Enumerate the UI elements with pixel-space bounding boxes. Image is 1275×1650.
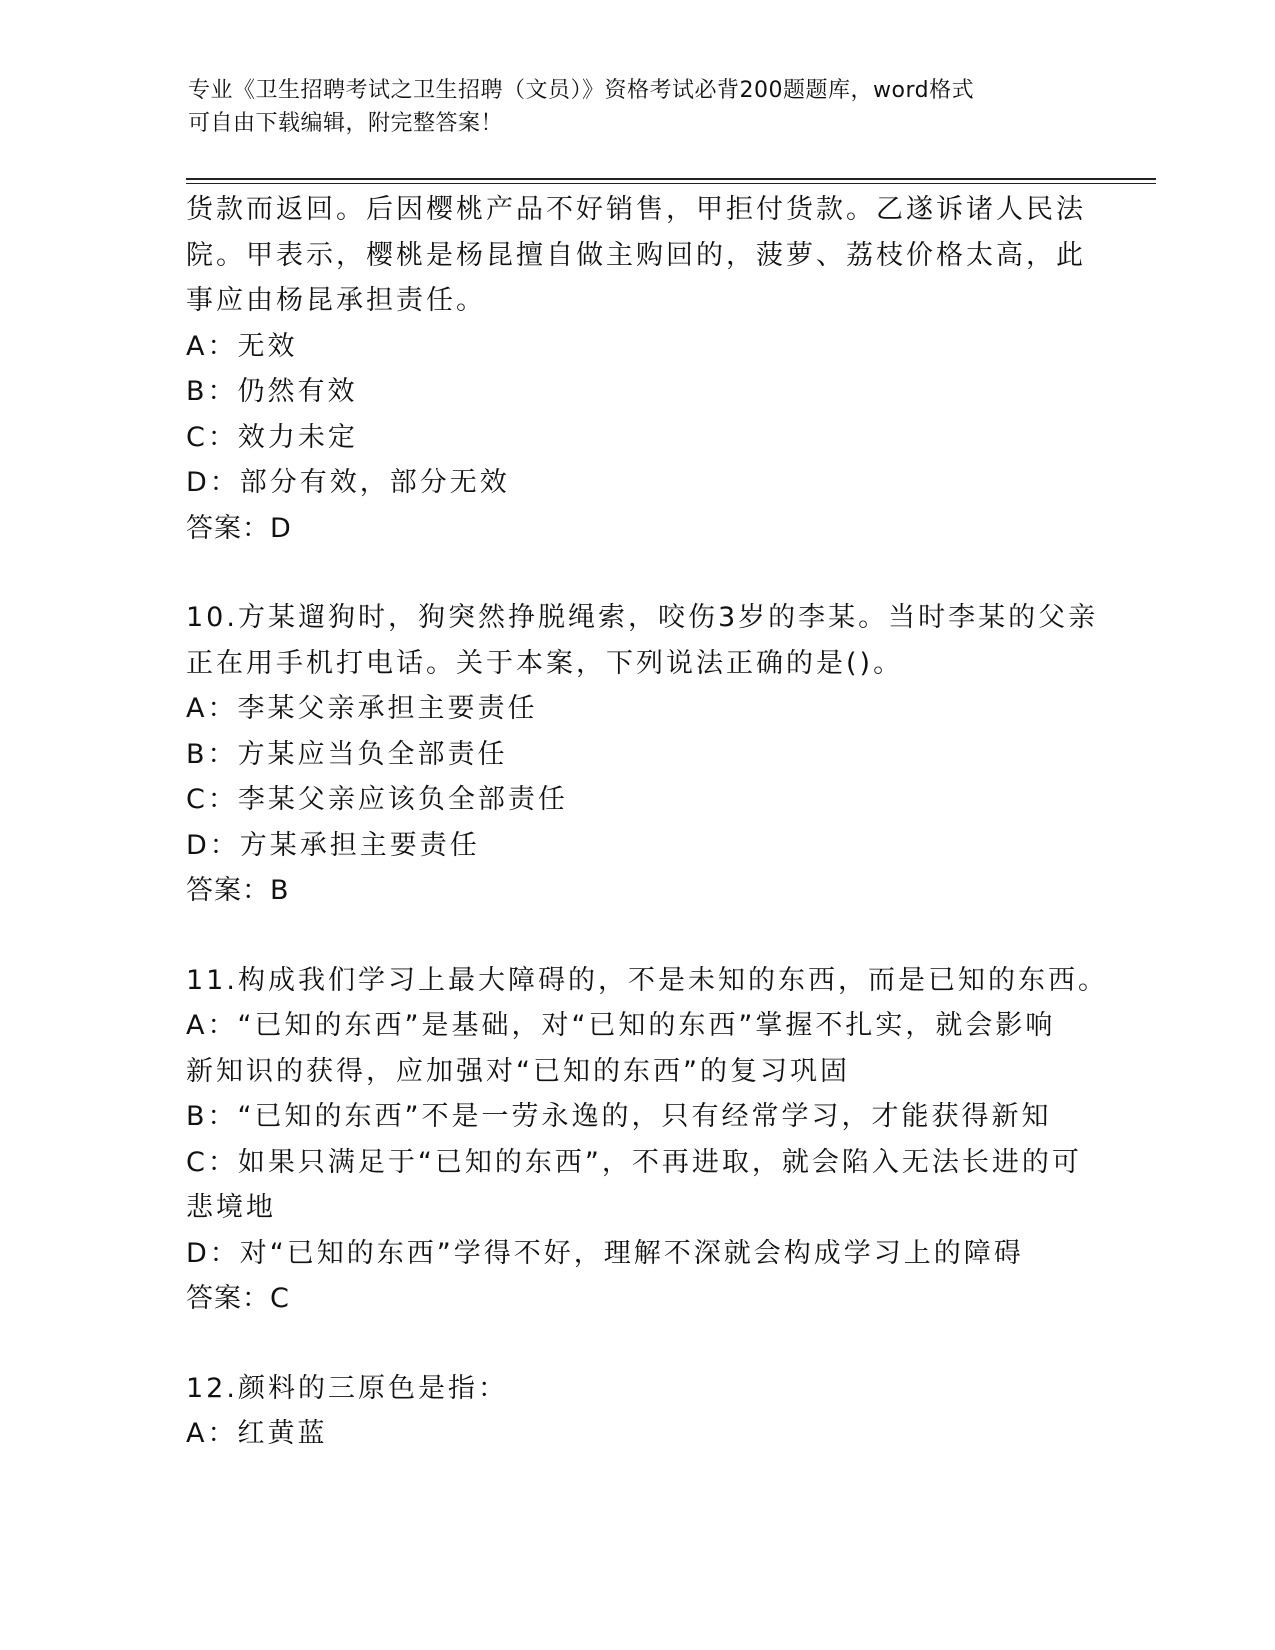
question-stem-line: 11.构成我们学习上最大障碍的，不是未知的东西，而是已知的东西。 (186, 964, 1108, 996)
answer-label: 答案：C (186, 1283, 290, 1314)
question-stem-line: 12.颜料的三原色是指： (186, 1372, 508, 1404)
option-c-continued: 悲境地 (186, 1192, 276, 1223)
answer-label: 答案：B (186, 875, 290, 906)
option-a: A：红黄蓝 (186, 1418, 328, 1449)
question-9 (186, 187, 1086, 551)
question-stem-line: 10.方某遛狗时，狗突然挣脱绳索，咬伤3岁的李某。当时李某的父亲 (186, 602, 1099, 633)
header-divider-thick (186, 178, 1156, 180)
question-spacer (186, 1322, 1086, 1366)
option-a: A：无效 (186, 330, 298, 362)
question-spacer (186, 551, 1086, 595)
header-divider-thin (186, 183, 1156, 184)
option-d: D：方某承担主要责任 (186, 829, 480, 861)
question-12 (186, 1366, 1086, 1457)
question-11 (186, 958, 1108, 1322)
header-title-line-1: 专业《卫生招聘考试之卫生招聘（文员）》资格考试必背200题题库，word格式 (188, 78, 975, 103)
question-spacer (186, 914, 1086, 958)
option-a: A：“已知的东西”是基础，对“已知的东西”掌握不扎实，就会影响 (186, 1010, 1056, 1041)
question-10 (186, 595, 1099, 914)
option-d: D：部分有效，部分无效 (186, 467, 510, 498)
option-a: A：李某父亲承担主要责任 (186, 693, 538, 724)
question-list (186, 187, 1108, 1457)
option-a-continued: 新知识的获得，应加强对“已知的东西”的复习巩固 (186, 1055, 850, 1087)
header-title-line-2: 可自由下载编辑，附完整答案！ (188, 111, 504, 136)
option-b: B：方某应当负全部责任 (186, 738, 508, 770)
question-stem-line: 货款而返回。后因樱桃产品不好销售，甲拒付货款。乙遂诉诸人民法 (186, 194, 1086, 225)
option-c: C：效力未定 (186, 421, 358, 453)
question-stem-line: 事应由杨昆承担责任。 (186, 285, 486, 316)
answer-label: 答案：D (186, 512, 292, 544)
option-b: B：“已知的东西”不是一劳永逸的，只有经常学习，才能获得新知 (186, 1101, 1052, 1132)
question-stem-line: 院。甲表示，樱桃是杨昆擅自做主购回的，菠萝、荔枝价格太高，此 (186, 239, 1086, 271)
question-stem-line: 正在用手机打电话。关于本案，下列说法正确的是()。 (186, 647, 904, 679)
option-d: D：对“已知的东西”学得不好，理解不深就会构成学习上的障碍 (186, 1237, 1024, 1269)
document-header (188, 74, 1088, 140)
option-c: C：如果只满足于“已知的东西”，不再进取，就会陷入无法长进的可 (186, 1146, 1082, 1178)
option-b: B：仍然有效 (186, 376, 358, 407)
option-c: C：李某父亲应该负全部责任 (186, 784, 568, 815)
